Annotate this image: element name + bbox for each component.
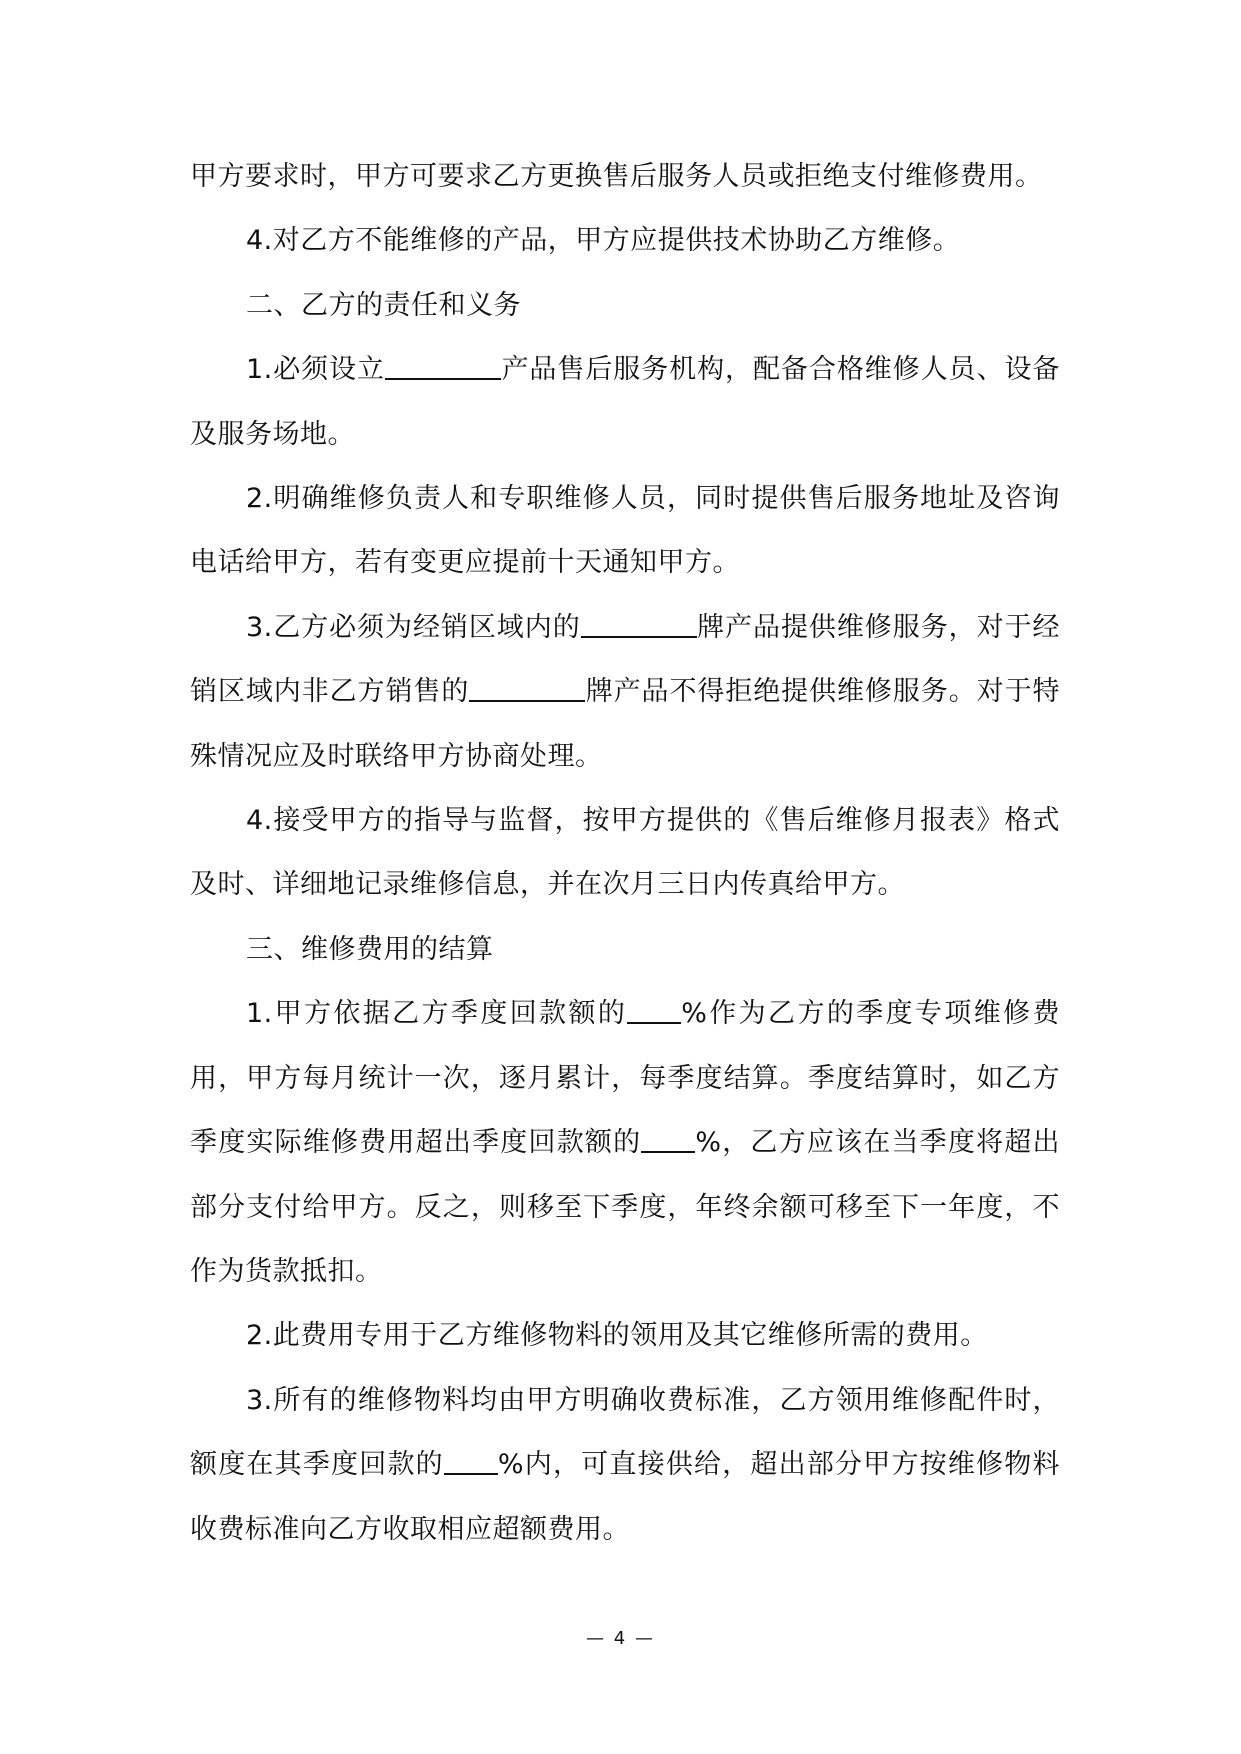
clause-1-fee-settlement bbox=[190, 982, 1060, 1304]
clause-1-service-organization bbox=[190, 338, 1060, 467]
page-number: — 4 — bbox=[586, 1628, 655, 1649]
clause-3-repair-service bbox=[190, 596, 1060, 789]
paragraph-text: %作为乙方的季度专项维修费用，甲方每月统计一次，逐月累计，每季度结算。季度结算时，如乙方季度实际维修费用超出季度回款额的 bbox=[190, 998, 1061, 1159]
paragraph-text: 3.乙方必须为经销区域内的 bbox=[246, 611, 581, 643]
paragraph-text: 4.接受甲方的指导与监督，按甲方提供的《售后维修月报表》格式及时、详细地记录维修信息，并在次月三日内传真给甲方。 bbox=[190, 805, 1060, 901]
clause-2-fee-usage bbox=[190, 1304, 1060, 1368]
section-heading-3 bbox=[190, 918, 1060, 982]
heading-text: 三、维修费用的结算 bbox=[246, 933, 494, 965]
paragraph-text: 甲方要求时，甲方可要求乙方更换售后服务人员或拒绝支付维修费用。 bbox=[190, 161, 1043, 192]
heading-text: 二、乙方的责任和义务 bbox=[246, 289, 521, 321]
paragraph-text: %，乙方应该在当季度将超出部分支付给甲方。反之，则移至下季度，年终余额可移至下一年度，不作为货款抵扣。 bbox=[190, 1127, 1061, 1287]
clause-3-material-charges bbox=[190, 1369, 1060, 1562]
document-body bbox=[190, 145, 1060, 1562]
section-heading-2 bbox=[190, 274, 1060, 338]
paragraph-text: 1.甲方依据乙方季度回款额的 bbox=[246, 998, 628, 1030]
paragraph-text: %内，可直接供给，超出部分甲方按维修物料收费标准向乙方收取相应超额费用。 bbox=[190, 1449, 1061, 1545]
paragraph-text: 牌产品提供维修服务，对于经销区域内非乙方销售的 bbox=[190, 611, 1060, 708]
fill-in-blank bbox=[641, 1131, 695, 1153]
paragraph-text: 产品售后服务机构，配备合格维修人员、设备及服务场地。 bbox=[190, 354, 1061, 450]
clause-4-supervision bbox=[190, 789, 1060, 918]
paragraph-text: 2.明确维修负责人和专职维修人员，同时提供售后服务地址及咨询电话给甲方，若有变更应提前十天通知甲方。 bbox=[190, 483, 1060, 579]
fill-in-blank bbox=[627, 1002, 681, 1024]
clause-4-technical-assistance bbox=[190, 209, 1060, 273]
paragraph-text: 2.此费用专用于乙方维修物料的领用及其它维修所需的费用。 bbox=[246, 1320, 988, 1352]
paragraph-continuation bbox=[190, 145, 1060, 209]
clause-2-responsible-person bbox=[190, 467, 1060, 596]
fill-in-blank bbox=[444, 1453, 498, 1475]
fill-in-blank bbox=[469, 680, 585, 702]
paragraph-text: 1.必须设立 bbox=[246, 354, 386, 386]
fill-in-blank bbox=[385, 358, 501, 380]
paragraph-text: 3.所有的维修物料均由甲方明确收费标准，乙方领用维修配件时，额度在其季度回款的 bbox=[190, 1384, 1060, 1481]
paragraph-text: 牌产品不得拒绝提供维修服务。对于特殊情况应及时联络甲方协商处理。 bbox=[190, 676, 1061, 772]
fill-in-blank bbox=[581, 616, 697, 638]
paragraph-text: 4.对乙方不能维修的产品，甲方应提供技术协助乙方维修。 bbox=[246, 225, 961, 257]
